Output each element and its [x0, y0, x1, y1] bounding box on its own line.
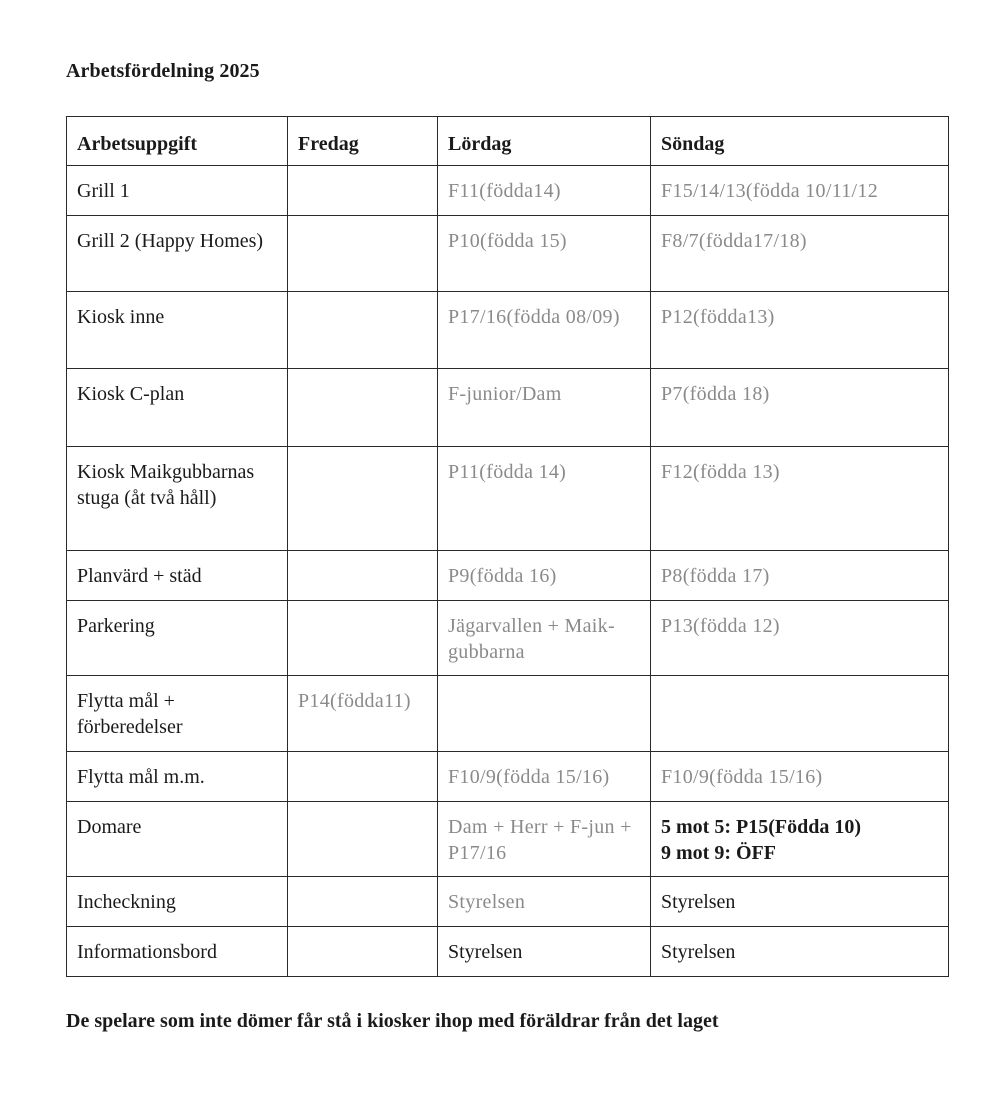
table-row [67, 447, 949, 551]
sunday-cell [651, 676, 949, 752]
table-row [67, 166, 949, 216]
friday-cell [288, 601, 438, 676]
task-cell: Grill 2 (Happy Homes) [67, 216, 288, 292]
saturday-cell: Jägarvallen + Maik-gubbarna [438, 601, 651, 676]
friday-cell [288, 802, 438, 877]
saturday-cell: F11(födda14) [438, 166, 651, 216]
table-row [67, 369, 949, 447]
sunday-cell: P12(födda13) [651, 292, 949, 369]
table-row [67, 752, 949, 802]
table-row [67, 676, 949, 752]
friday-cell [288, 877, 438, 927]
task-cell: Flytta mål m.m. [67, 752, 288, 802]
sunday-referee-line-2: 9 mot 9: ÖFF [661, 842, 776, 864]
work-schedule-table [66, 116, 949, 977]
header-sunday: Söndag [651, 117, 949, 166]
sunday-cell: F10/9(födda 15/16) [651, 752, 949, 802]
sunday-cell: Styrelsen [651, 927, 949, 977]
task-cell: Kiosk C-plan [67, 369, 288, 447]
task-cell: Incheckning [67, 877, 288, 927]
sunday-cell: Styrelsen [651, 877, 949, 927]
saturday-cell: F10/9(födda 15/16) [438, 752, 651, 802]
friday-cell [288, 447, 438, 551]
saturday-cell: Styrelsen [438, 877, 651, 927]
header-task: Arbetsuppgift [67, 117, 288, 166]
header-row [67, 117, 949, 166]
document-title: Arbetsfördelning 2025 [66, 60, 260, 82]
sunday-cell: F15/14/13(födda 10/11/12 [651, 166, 949, 216]
sunday-cell: P7(födda 18) [651, 369, 949, 447]
table-row [67, 601, 949, 676]
task-cell: Kiosk inne [67, 292, 288, 369]
saturday-cell: Dam + Herr + F-jun + P17/16 [438, 802, 651, 877]
footnote: De spelare som inte dömer får stå i kiosker ihop med föräldrar från det laget [66, 1010, 719, 1032]
table-row [67, 877, 949, 927]
task-cell: Grill 1 [67, 166, 288, 216]
sunday-cell: F12(födda 13) [651, 447, 949, 551]
table-row [67, 551, 949, 601]
task-cell: Parkering [67, 601, 288, 676]
task-cell: Planvärd + städ [67, 551, 288, 601]
friday-cell [288, 166, 438, 216]
friday-cell [288, 752, 438, 802]
friday-cell: P14(födda11) [288, 676, 438, 752]
task-cell: Flytta mål + förberedelser [67, 676, 288, 752]
header-friday: Fredag [288, 117, 438, 166]
saturday-cell [438, 676, 651, 752]
sunday-cell [651, 802, 949, 877]
sunday-cell: F8/7(födda17/18) [651, 216, 949, 292]
friday-cell [288, 551, 438, 601]
friday-cell [288, 927, 438, 977]
table-row [67, 802, 949, 877]
saturday-cell: P9(födda 16) [438, 551, 651, 601]
saturday-cell: F-junior/Dam [438, 369, 651, 447]
saturday-cell: Styrelsen [438, 927, 651, 977]
sunday-referee-line-1: 5 mot 5: P15(Födda 10) [661, 816, 861, 838]
friday-cell [288, 369, 438, 447]
task-cell: Kiosk Maikgubbarnas stuga (åt två håll) [67, 447, 288, 551]
saturday-cell: P17/16(födda 08/09) [438, 292, 651, 369]
saturday-cell: P10(födda 15) [438, 216, 651, 292]
task-cell: Domare [67, 802, 288, 877]
header-saturday: Lördag [438, 117, 651, 166]
table-row [67, 292, 949, 369]
sunday-cell: P8(födda 17) [651, 551, 949, 601]
friday-cell [288, 292, 438, 369]
saturday-cell: P11(födda 14) [438, 447, 651, 551]
friday-cell [288, 216, 438, 292]
table-row [67, 216, 949, 292]
table-row [67, 927, 949, 977]
task-cell: Informationsbord [67, 927, 288, 977]
sunday-cell: P13(födda 12) [651, 601, 949, 676]
